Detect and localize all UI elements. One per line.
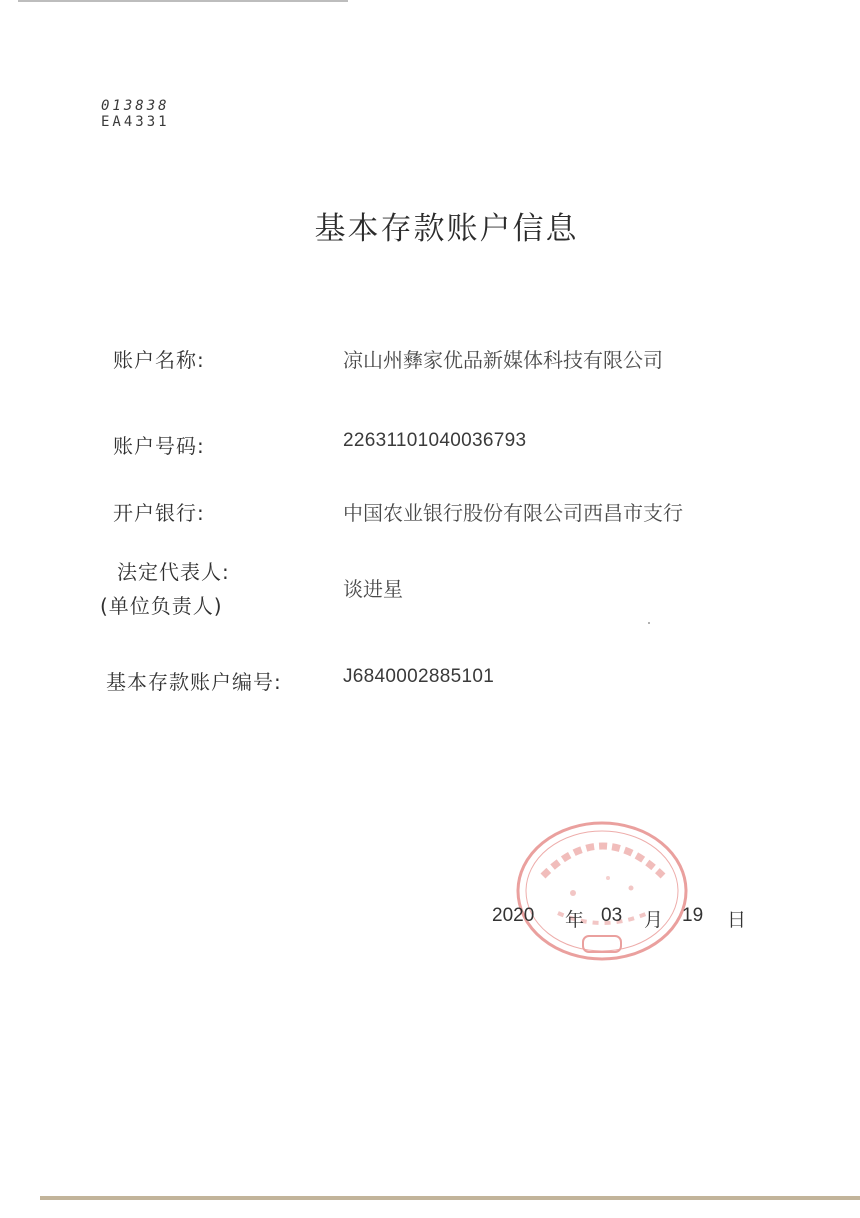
account-name-label: 账户名称:	[113, 348, 205, 372]
bank-value: 中国农业银行股份有限公司西昌市支行	[343, 501, 683, 525]
legal-rep-label: 法定代表人:	[117, 560, 230, 584]
serial-number-line-1: 013838	[101, 98, 170, 114]
bank-label: 开户银行:	[113, 501, 205, 525]
date-year-char: 年	[565, 909, 585, 931]
serial-number-line-2: EA4331	[101, 114, 170, 130]
date-month: 03	[601, 905, 623, 926]
legal-rep-sublabel: (单位负责人)	[100, 594, 223, 618]
date-day-char: 日	[727, 909, 747, 931]
scan-edge-top	[18, 0, 348, 2]
account-number-value: 22631101040036793	[343, 430, 527, 451]
account-number-label: 账户号码:	[113, 434, 205, 458]
scan-edge-bottom	[40, 1196, 860, 1200]
date-day: 19	[682, 905, 704, 926]
account-name-value: 凉山州彝家优品新媒体科技有限公司	[343, 348, 663, 372]
date-month-char: 月	[644, 909, 664, 931]
basic-account-no-value: J6840002885101	[343, 666, 495, 687]
document-title: 基本存款账户信息	[314, 211, 579, 247]
date-year: 2020	[492, 905, 535, 926]
bank-seal-stamp	[513, 818, 691, 964]
scan-speck	[648, 622, 650, 624]
legal-rep-value: 谈进星	[343, 577, 403, 601]
basic-account-no-label: 基本存款账户编号:	[106, 670, 282, 694]
